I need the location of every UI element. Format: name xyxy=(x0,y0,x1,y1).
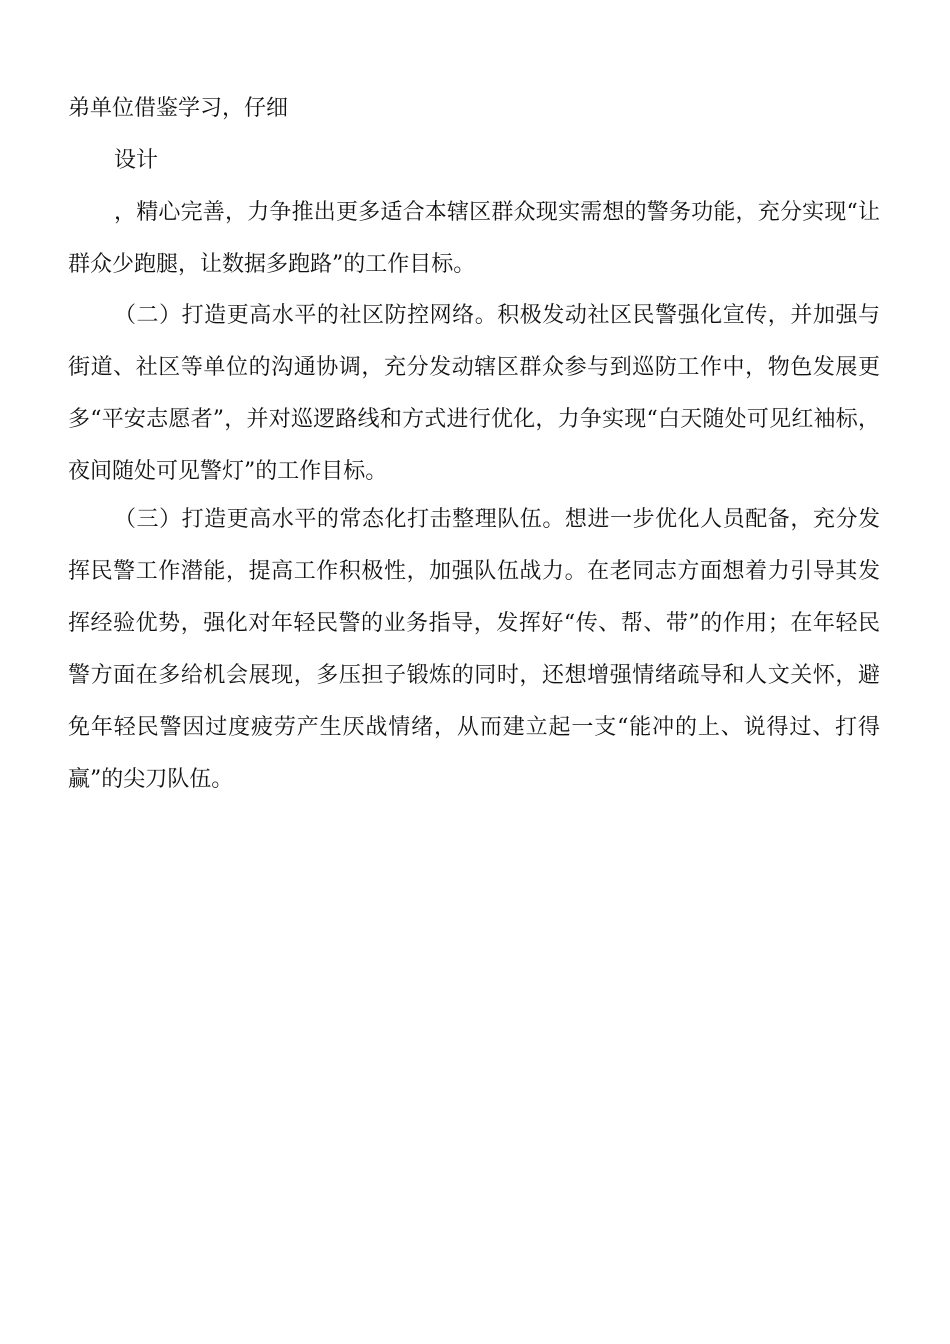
text-fragment-line1: 弟单位借鉴学习，仔细 xyxy=(68,96,289,121)
text-fragment-line2: 设计 xyxy=(114,148,159,173)
paragraph-3: （三）打造更高水平的常态化打击整理队伍。想进一步优化人员配备，充分发挥民警工作潜能，提高工作积极性，加强队伍战力。在老同志方面想着力引导其发挥经验优势，强化对年轻民警的业务指导，发挥好“传、帮、带”的作用；在年轻民警方面在多给机会展现，多压担子锻炼的同时，还想增强情绪疏导和人文关怀，避免年轻民警因过度疲劳产生厌战情绪，从而建立起一支“能冲的上、说得过、打得赢”的尖刀队伍。 xyxy=(68,507,880,792)
paragraph-1: ，精心完善，力争推出更多适合本辖区群众现实需想的警务功能，充分实现“让群众少跑腿，让数据多跑路”的工作目标。 xyxy=(68,200,880,277)
paragraph-2: （二）打造更高水平的社区防控网络。积极发动社区民警强化宣传，并加强与街道、社区等单位的沟通协调，充分发动辖区群众参与到巡防工作中，物色发展更多“平安志愿者”，并对巡逻路线和方式进行优化，力争实现“白天随处可见红袖标，夜间随处可见警灯”的工作目标。 xyxy=(68,303,880,484)
